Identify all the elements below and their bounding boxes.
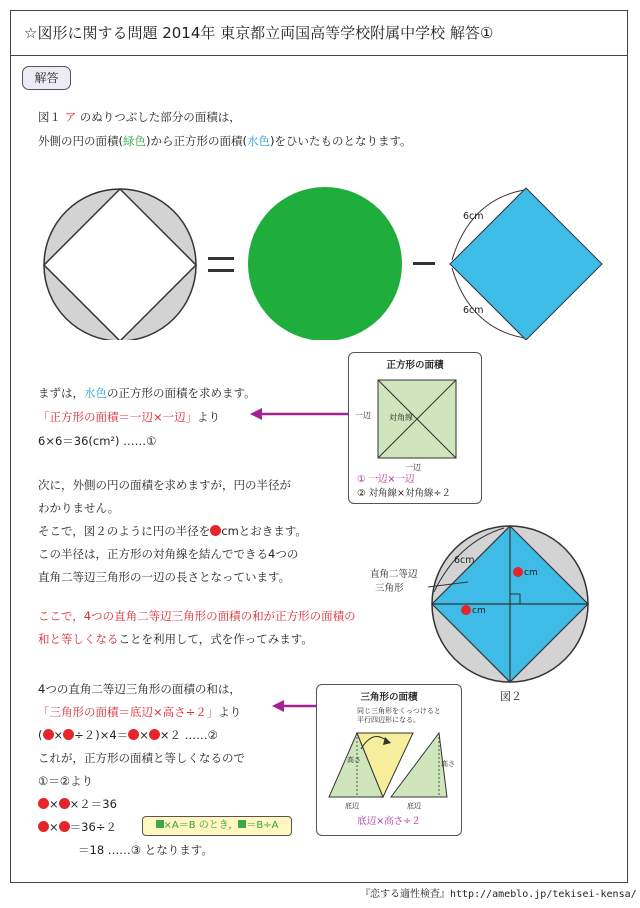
- sq-2b: より: [197, 410, 221, 424]
- radius-p1: 次に，外側の円の面積を求めますが，円の半径が: [38, 478, 291, 492]
- radius-p7: [38, 632, 313, 646]
- equation-figure: [0, 180, 640, 340]
- l3c: ÷２)×4＝: [74, 728, 129, 742]
- square-box-title: 正方形の面積: [386, 360, 444, 371]
- red-dot: [210, 525, 221, 536]
- l6a: ×: [49, 797, 59, 811]
- square-formula: 「正方形の面積＝一辺×一辺」: [38, 410, 198, 424]
- p3a: そこで，図２のように円の半径を: [38, 524, 211, 538]
- tri-box-title: 三角形の面積: [360, 692, 418, 703]
- sum-l2: [38, 705, 241, 719]
- radius-p3: [38, 524, 307, 538]
- p7b: ことを利用して，式を作ってみます。: [118, 632, 313, 646]
- sum-l1: 4つの直角二等辺三角形の面積の和は，: [38, 682, 241, 696]
- triangle-area-box: [316, 684, 462, 836]
- hint-a: ×A＝B のとき，: [163, 820, 239, 831]
- tri-box-formula: 底辺×高さ÷２: [357, 816, 421, 827]
- radius-p5: 直角二等辺三角形の一辺の長さとなっています。: [38, 570, 291, 584]
- square-line-3: 6×6＝36(cm²) ……①: [38, 434, 157, 448]
- l7a: ×: [49, 820, 59, 834]
- green-word: 緑色: [123, 134, 146, 148]
- sum-l7: [38, 820, 117, 834]
- square-line-1: [38, 386, 256, 400]
- l7b: ＝36÷２: [69, 820, 117, 834]
- red-dot: [38, 821, 49, 832]
- red-dot: [59, 821, 70, 832]
- tri-box-base: 底辺: [345, 802, 359, 810]
- p6-red: 4つの直角二等辺三角形の面積の和が正方形の面積の: [83, 609, 356, 623]
- sum-l8: ＝18 ……③ となります。: [78, 843, 213, 857]
- red-dot: [38, 798, 49, 809]
- square-area-box: [348, 352, 482, 504]
- fig2-label: 図２: [500, 690, 522, 703]
- intro-prefix: 図１: [38, 110, 65, 124]
- hint-b: ＝B÷A: [246, 820, 279, 831]
- square-line-2: [38, 410, 220, 424]
- minus-sign: [413, 262, 435, 265]
- sq-box-diag: 対角線: [389, 413, 413, 422]
- sum-l6: [38, 797, 117, 811]
- blue-word: 水色: [246, 134, 270, 148]
- l3d: ×: [139, 728, 149, 742]
- l3b: ×: [53, 728, 64, 742]
- arrow-triangle: [272, 700, 320, 712]
- red-dot: [149, 729, 160, 740]
- fig2-r1: cm: [524, 568, 538, 578]
- intro-line-1: [38, 110, 241, 124]
- fig2-r2: cm: [472, 606, 486, 616]
- intro-2a: 外側の円の面積(: [38, 134, 123, 148]
- label-a: ア: [64, 110, 77, 124]
- sum-l4: これが，正方形の面積と等しくなるので: [38, 751, 245, 765]
- sq-box-formula-1: ① 一辺×一辺: [357, 474, 415, 485]
- radius-p6: [38, 609, 356, 623]
- radius-p2: わかりません。: [38, 501, 120, 515]
- red-dot: [43, 729, 54, 740]
- intro-line-2: [38, 134, 412, 148]
- tri-box-figure: [321, 725, 457, 805]
- sq-box-side-left: 一辺: [355, 411, 371, 420]
- fig2-len: 6cm: [454, 555, 475, 566]
- l3e: ×２ ……②: [159, 728, 218, 742]
- sum-l2b: より: [218, 705, 242, 719]
- arrow-square: [250, 408, 360, 420]
- tri-box-height-2: 高さ: [441, 760, 455, 768]
- intro-rest: のぬりつぶした部分の面積は，: [76, 110, 241, 124]
- len-bottom-label: 6cm: [463, 305, 484, 316]
- triangle-formula: 「三角形の面積＝底辺×高さ÷２」: [38, 705, 219, 719]
- sq-box-side-bottom: 一辺: [405, 463, 421, 472]
- answer-badge: 解答: [22, 66, 71, 90]
- l3a: (: [38, 728, 43, 742]
- intro-2c: )をひいたものとなります。: [269, 134, 412, 148]
- p6a: ここで，: [38, 609, 84, 623]
- tri-box-height: 高さ: [347, 756, 361, 764]
- sq-blue: 水色: [84, 386, 107, 400]
- p3b: cmとおきます。: [221, 524, 307, 538]
- sum-l3: [38, 728, 218, 742]
- hint-box: [142, 816, 292, 836]
- red-dot: [63, 729, 74, 740]
- figure1-circle-with-square: [44, 189, 196, 340]
- sq-1a: まずは，: [38, 386, 84, 400]
- green-square-icon: [156, 820, 164, 828]
- green-circle: [248, 187, 402, 340]
- sq-1b: の正方形の面積を求めます。: [107, 386, 256, 400]
- sq-box-formula-2: ② 対角線×対角線÷２: [357, 488, 451, 499]
- intro-2b: )から正方形の面積(: [146, 134, 247, 148]
- len-top-label: 6cm: [463, 211, 484, 222]
- tri-box-note-2: 平行四辺形になる。: [357, 716, 420, 724]
- page-title: ☆図形に関する問題 2014年 東京都立両国高等学校附属中学校 解答①: [10, 10, 628, 56]
- sum-l5: ①＝②より: [38, 774, 94, 788]
- fig2-tri-label-1: 直角二等辺: [370, 569, 418, 580]
- radius-p4: この半径は，正方形の対角線を結んでできる4つの: [38, 547, 299, 561]
- tri-box-base-2: 底辺: [407, 802, 421, 810]
- red-dot: [59, 798, 70, 809]
- equals-sign: [208, 257, 234, 272]
- footer-credit: 『恋する適性検査』http://ameblo.jp/tekisei-kensa/: [360, 889, 637, 900]
- p7-red: 和と等しくなる: [38, 632, 119, 646]
- l6b: ×２＝36: [69, 797, 117, 811]
- figure2: [428, 522, 594, 684]
- fig2-tri-label-2: 三角形: [375, 583, 404, 594]
- tri-box-note-1: 同じ三角形をくっつけると: [357, 707, 441, 715]
- red-dot: [128, 729, 139, 740]
